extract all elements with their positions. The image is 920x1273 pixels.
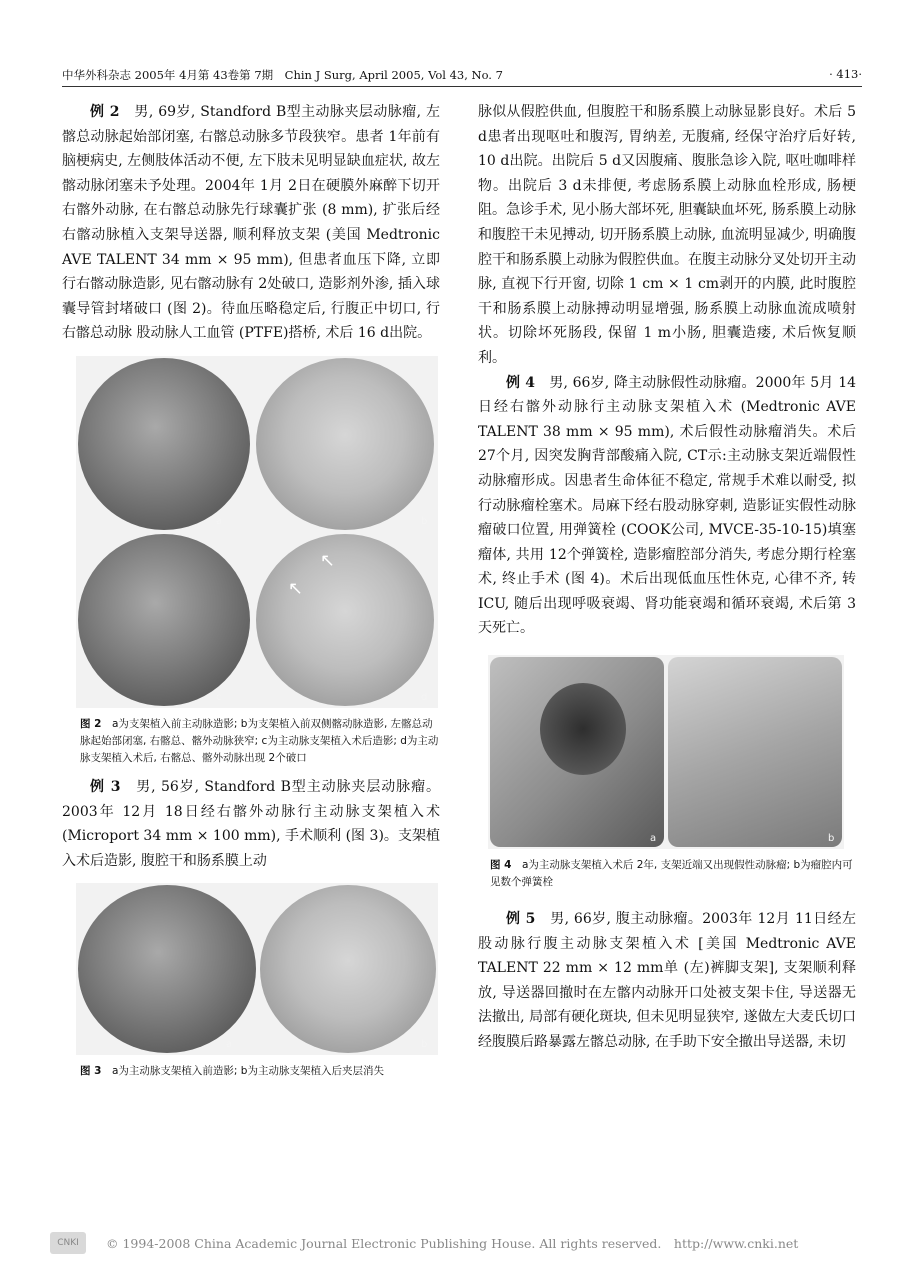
case-5-paragraph: [478, 907, 856, 1055]
figure-4: [478, 655, 856, 891]
figure-2-image: [76, 356, 438, 708]
left-column: [62, 100, 440, 1080]
figure-2-panel-b: [256, 358, 434, 530]
figure-2: [62, 356, 440, 767]
figure-2-panel-c: [78, 534, 250, 706]
case-4-text: 男, 66岁, 降主动脉假性动脉瘤。2000年 5月 14日经右髂外动脉行主动脉支架植入术 (Medtronic AVE TALENT 38 mm × 95 mm), 术后假性动脉瘤消失。术后 27个月, 因突发胸背部酸痛入院, CT示:主动脉支架近端假性动脉瘤形成。因患者生命体征不稳定, 常规手术难以耐受, 拟行动脉瘤栓塞术。局麻下经右股动脉穿刺, 造影证实假性动脉瘤破口位置, 用弹簧栓 (COOK公司, MVCE-35-10-15)填塞瘤体, 共用 12个弹簧栓, 造影瘤腔部分消失, 考虑分期行栓塞术, 终止手术 (图 4)。术后出现低血压性休克, 心律不齐, 转 ICU, 随后出现呼吸衰竭、肾功能衰竭和循环衰竭, 术后第 3天死亡。: [478, 374, 857, 637]
case-3-text: 男, 56岁, Standford B型主动脉夹层动脉瘤。2003年 12月 18日经右髂外动脉行主动脉支架植入术 (Microport 34 mm × 100 mm), 手术顺利 (图 3)。支架植入术后造影, 腹腔干和肠系膜上动: [62, 778, 440, 869]
figure-3-caption: [62, 1063, 440, 1080]
case-2-label: 例 2: [90, 104, 120, 120]
figure-3-caption-text: a为主动脉支架植入前造影; b为主动脉支架植入后夹层消失: [111, 1065, 384, 1078]
cnki-logo-icon: CNKI: [50, 1232, 86, 1254]
figure-2-caption: [62, 716, 440, 767]
figure-3-letter-b: b: [421, 1039, 428, 1051]
figure-2-panel-d: [256, 534, 434, 706]
case-4-label: 例 4: [506, 374, 535, 391]
figure-3: [62, 883, 440, 1080]
running-header: [62, 64, 862, 87]
copyright-text: © 1994-2008 China Academic Journal Electronic Publishing House. All rights reserved. http://www.cnki.net: [106, 1236, 799, 1251]
journal-citation: 中华外科杂志 2005年 4月第 43卷第 7期 Chin J Surg, April 2005, Vol 43, No. 7: [62, 68, 503, 82]
figure-4-caption: [478, 857, 856, 891]
figure-4-letter-b: b: [828, 833, 835, 845]
case-3-continuation: 脉似从假腔供血, 但腹腔干和肠系膜上动脉显影良好。术后 5 d患者出现呕吐和腹泻, 胃纳差, 无腹痛, 经保守治疗后好转, 10 d出院。出院后 5 d又因腹痛、腹胀急诊入院, 呕吐咖啡样物。出院后 3 d未排便, 考虑肠系膜上动脉血栓形成, 肠梗阻。急诊手术, 见小肠大部坏死, 胆囊缺血坏死, 肠系膜上动脉和腹腔干未见搏动, 切开肠系膜上动脉, 血流明显减少, 明确腹腔干和肠系膜上动脉为假腔供血。在腹主动脉分叉处切开主动脉, 直视下行开窗, 切除 1 cm × 1 cm剥开的内膜, 此时腹腔干和肠系膜上动脉搏动明显增强, 肠系膜上动脉血流成喷射状。切除坏死肠段, 保留 1 m小肠, 胆囊造瘘, 术后恢复顺利。: [478, 104, 856, 366]
case-2-text: 男, 69岁, Standford B型主动脉夹层动脉瘤, 左髂总动脉起始部闭塞, 右髂总动脉多节段狭窄。患者 1年前有脑梗病史, 左侧肢体活动不便, 左下肢未见明显缺血症状, 故左髂动脉闭塞未予处理。2004年 1月 2日在硬膜外麻醉下切开右髂外动脉, 在右髂总动脉先行球囊扩张 (8 mm), 扩张后经右髂动脉植入支架导送器, 顺利释放支架 (美国 Medtronic AVE TALENT 34 mm × 95 mm), 但患者血压下降, 立即行右髂动脉造影, 见右髂动脉有 2处破口, 造影剂外渗, 插入球囊导管封堵破口 (图 2)。待血压略稳定后, 行腹正中切口, 行右髂总动脉 股动脉人工血管 (PTFE)搭桥, 术后 16 d出院。: [62, 104, 441, 342]
figure-4-letter-a: a: [650, 833, 657, 845]
figure-4-image: [488, 655, 844, 849]
figure-3-panel-b: [260, 885, 436, 1053]
figure-4-number: 图 4: [490, 859, 512, 872]
figure-2-panel-a: [78, 358, 250, 530]
figure-3-letter-a: a: [226, 1039, 233, 1051]
figure-2-number: 图 2: [80, 717, 102, 730]
arrow-icon: →: [314, 547, 341, 574]
page-number: · 413·: [829, 67, 862, 81]
case-5-text: 男, 66岁, 腹主动脉瘤。2003年 12月 11日经左股动脉行腹主动脉支架植入术 [美国 Medtronic AVE TALENT 22 mm × 12 mm单 (左)裤脚支架], 支架顺利释放, 导送器回撤时在左髂内动脉开口处被支架卡住, 导送器无法撤出, 局部有硬化斑块, 但未见明显狭窄, 遂做左大麦氏切口经腹膜后路暴露左髂总动脉, 在手助下安全撤出导送器, 未切: [478, 911, 857, 1051]
figure-2-caption-text: a为支架植入前主动脉造影; b为支架植入前双侧髂动脉造影, 左髂总动脉起始部闭塞, 右髂总、髂外动脉狭窄; c为主动脉支架植入术后造影; d为主动脉支架植入术后, 右髂总、髂外动脉出现 2个破口: [80, 717, 439, 764]
pseudoaneurysm-shadow: [540, 683, 626, 775]
figure-3-image: [76, 883, 438, 1055]
case-3-label: 例 3: [90, 778, 121, 795]
figure-3-number: 图 3: [80, 1065, 102, 1078]
figure-4-caption-text: a为主动脉支架植入术后 2年, 支架近端又出现假性动脉瘤; b为瘤腔内可见数个弹簧栓: [490, 859, 853, 889]
right-column: [478, 100, 856, 1055]
figure-2-letter-d: d: [421, 691, 428, 703]
case-4-paragraph: [478, 371, 856, 642]
case-3-paragraph: [62, 775, 440, 873]
page-footer: [50, 1230, 870, 1258]
figure-3-panel-a: [78, 885, 256, 1053]
figure-2-letter-b: b: [421, 515, 428, 527]
figure-2-letter-c: c: [216, 691, 222, 703]
case-2-paragraph: [62, 100, 440, 346]
figure-2-letter-a: a: [216, 515, 223, 527]
case-5-label: 例 5: [506, 911, 536, 928]
figure-4-panel-b: [668, 657, 842, 847]
arrow-icon: →: [282, 575, 309, 602]
